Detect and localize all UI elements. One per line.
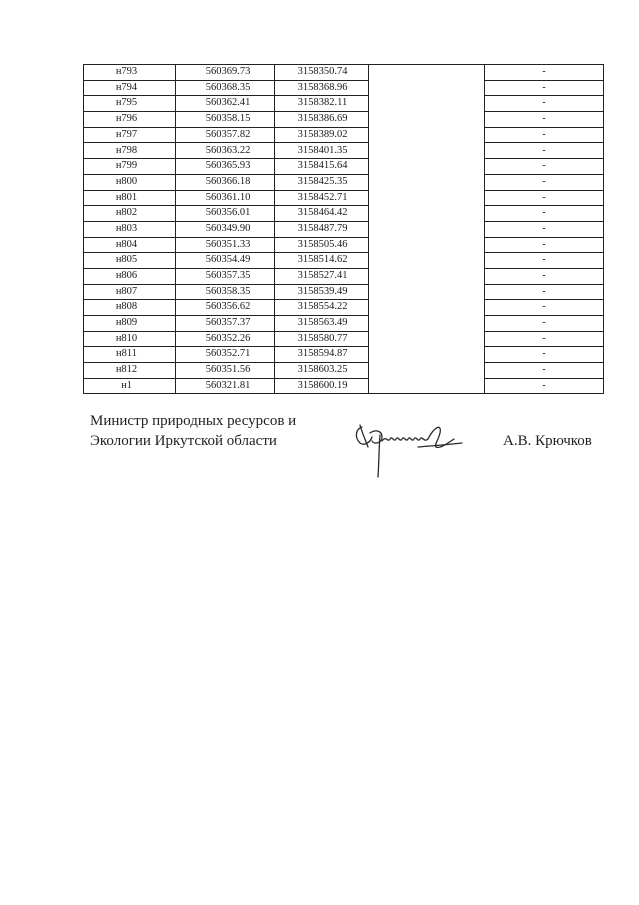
y-coordinate-cell: 3158382.11 — [275, 96, 369, 112]
x-coordinate-cell: 560358.15 — [176, 112, 275, 128]
point-cell: н811 — [84, 347, 176, 363]
table-row — [84, 268, 604, 284]
value-cell: - — [485, 316, 604, 332]
value-cell: - — [485, 363, 604, 379]
note-cell — [369, 112, 485, 128]
table-row — [84, 96, 604, 112]
x-coordinate-cell: 560356.62 — [176, 300, 275, 316]
handwritten-signature-icon — [348, 413, 468, 485]
y-coordinate-cell: 3158464.42 — [275, 206, 369, 222]
value-cell: - — [485, 65, 604, 81]
point-cell: н798 — [84, 143, 176, 159]
y-coordinate-cell: 3158563.49 — [275, 316, 369, 332]
x-coordinate-cell: 560358.35 — [176, 284, 275, 300]
point-cell: н795 — [84, 96, 176, 112]
point-cell: н793 — [84, 65, 176, 81]
note-cell — [369, 268, 485, 284]
note-cell — [369, 300, 485, 316]
note-cell — [369, 237, 485, 253]
y-coordinate-cell: 3158600.19 — [275, 378, 369, 394]
value-cell: - — [485, 347, 604, 363]
note-cell — [369, 347, 485, 363]
value-cell: - — [485, 96, 604, 112]
table-row — [84, 143, 604, 159]
y-coordinate-cell: 3158505.46 — [275, 237, 369, 253]
note-cell — [369, 127, 485, 143]
y-coordinate-cell: 3158514.62 — [275, 253, 369, 269]
x-coordinate-cell: 560349.90 — [176, 221, 275, 237]
note-cell — [369, 65, 485, 81]
y-coordinate-cell: 3158368.96 — [275, 80, 369, 96]
table-row — [84, 159, 604, 175]
value-cell: - — [485, 300, 604, 316]
signer-position — [90, 411, 296, 451]
table-row — [84, 174, 604, 190]
y-coordinate-cell: 3158350.74 — [275, 65, 369, 81]
point-cell: н803 — [84, 221, 176, 237]
note-cell — [369, 80, 485, 96]
x-coordinate-cell: 560352.71 — [176, 347, 275, 363]
value-cell: - — [485, 190, 604, 206]
value-cell: - — [485, 331, 604, 347]
x-coordinate-cell: 560356.01 — [176, 206, 275, 222]
x-coordinate-cell: 560362.41 — [176, 96, 275, 112]
note-cell — [369, 96, 485, 112]
point-cell: н804 — [84, 237, 176, 253]
note-cell — [369, 159, 485, 175]
signer-position-line-2: Экологии Иркутской области — [90, 433, 277, 449]
x-coordinate-cell: 560352.26 — [176, 331, 275, 347]
note-cell — [369, 253, 485, 269]
note-cell — [369, 143, 485, 159]
y-coordinate-cell: 3158580.77 — [275, 331, 369, 347]
value-cell: - — [485, 284, 604, 300]
y-coordinate-cell: 3158603.25 — [275, 363, 369, 379]
point-cell: н807 — [84, 284, 176, 300]
x-coordinate-cell: 560365.93 — [176, 159, 275, 175]
table-row — [84, 316, 604, 332]
coordinates-table — [83, 64, 604, 394]
point-cell: н810 — [84, 331, 176, 347]
signer-name: А.В. Крючков — [503, 433, 592, 449]
y-coordinate-cell: 3158389.02 — [275, 127, 369, 143]
value-cell: - — [485, 159, 604, 175]
value-cell: - — [485, 378, 604, 394]
note-cell — [369, 174, 485, 190]
y-coordinate-cell: 3158452.71 — [275, 190, 369, 206]
point-cell: н802 — [84, 206, 176, 222]
table-row — [84, 363, 604, 379]
value-cell: - — [485, 127, 604, 143]
point-cell: н812 — [84, 363, 176, 379]
point-cell: н809 — [84, 316, 176, 332]
table-row — [84, 112, 604, 128]
table-row — [84, 284, 604, 300]
table-row — [84, 331, 604, 347]
table-row — [84, 378, 604, 394]
y-coordinate-cell: 3158401.35 — [275, 143, 369, 159]
x-coordinate-cell: 560363.22 — [176, 143, 275, 159]
y-coordinate-cell: 3158527.41 — [275, 268, 369, 284]
y-coordinate-cell: 3158425.35 — [275, 174, 369, 190]
x-coordinate-cell: 560369.73 — [176, 65, 275, 81]
y-coordinate-cell: 3158594.87 — [275, 347, 369, 363]
x-coordinate-cell: 560321.81 — [176, 378, 275, 394]
x-coordinate-cell: 560351.56 — [176, 363, 275, 379]
note-cell — [369, 190, 485, 206]
value-cell: - — [485, 221, 604, 237]
x-coordinate-cell: 560357.37 — [176, 316, 275, 332]
x-coordinate-cell: 560351.33 — [176, 237, 275, 253]
value-cell: - — [485, 268, 604, 284]
value-cell: - — [485, 253, 604, 269]
point-cell: н805 — [84, 253, 176, 269]
x-coordinate-cell: 560366.18 — [176, 174, 275, 190]
point-cell: н808 — [84, 300, 176, 316]
note-cell — [369, 363, 485, 379]
point-cell: н806 — [84, 268, 176, 284]
value-cell: - — [485, 237, 604, 253]
y-coordinate-cell: 3158415.64 — [275, 159, 369, 175]
note-cell — [369, 221, 485, 237]
table-row — [84, 300, 604, 316]
y-coordinate-cell: 3158554.22 — [275, 300, 369, 316]
note-cell — [369, 206, 485, 222]
value-cell: - — [485, 143, 604, 159]
point-cell: н801 — [84, 190, 176, 206]
note-cell — [369, 284, 485, 300]
point-cell: н1 — [84, 378, 176, 394]
table-row — [84, 190, 604, 206]
table-row — [84, 127, 604, 143]
table-row — [84, 206, 604, 222]
table-row — [84, 237, 604, 253]
value-cell: - — [485, 112, 604, 128]
x-coordinate-cell: 560354.49 — [176, 253, 275, 269]
y-coordinate-cell: 3158386.69 — [275, 112, 369, 128]
x-coordinate-cell: 560357.82 — [176, 127, 275, 143]
note-cell — [369, 316, 485, 332]
point-cell: н797 — [84, 127, 176, 143]
point-cell: н794 — [84, 80, 176, 96]
table-row — [84, 221, 604, 237]
y-coordinate-cell: 3158539.49 — [275, 284, 369, 300]
note-cell — [369, 331, 485, 347]
signature-block — [90, 411, 600, 491]
table-row — [84, 80, 604, 96]
point-cell: н800 — [84, 174, 176, 190]
table-row — [84, 253, 604, 269]
point-cell: н796 — [84, 112, 176, 128]
value-cell: - — [485, 80, 604, 96]
table-row — [84, 65, 604, 81]
coordinates-table-body — [84, 65, 604, 394]
table-row — [84, 347, 604, 363]
x-coordinate-cell: 560368.35 — [176, 80, 275, 96]
point-cell: н799 — [84, 159, 176, 175]
signer-position-line-1: Министр природных ресурсов и — [90, 413, 297, 429]
x-coordinate-cell: 560361.10 — [176, 190, 275, 206]
y-coordinate-cell: 3158487.79 — [275, 221, 369, 237]
note-cell — [369, 378, 485, 394]
value-cell: - — [485, 174, 604, 190]
x-coordinate-cell: 560357.35 — [176, 268, 275, 284]
value-cell: - — [485, 206, 604, 222]
